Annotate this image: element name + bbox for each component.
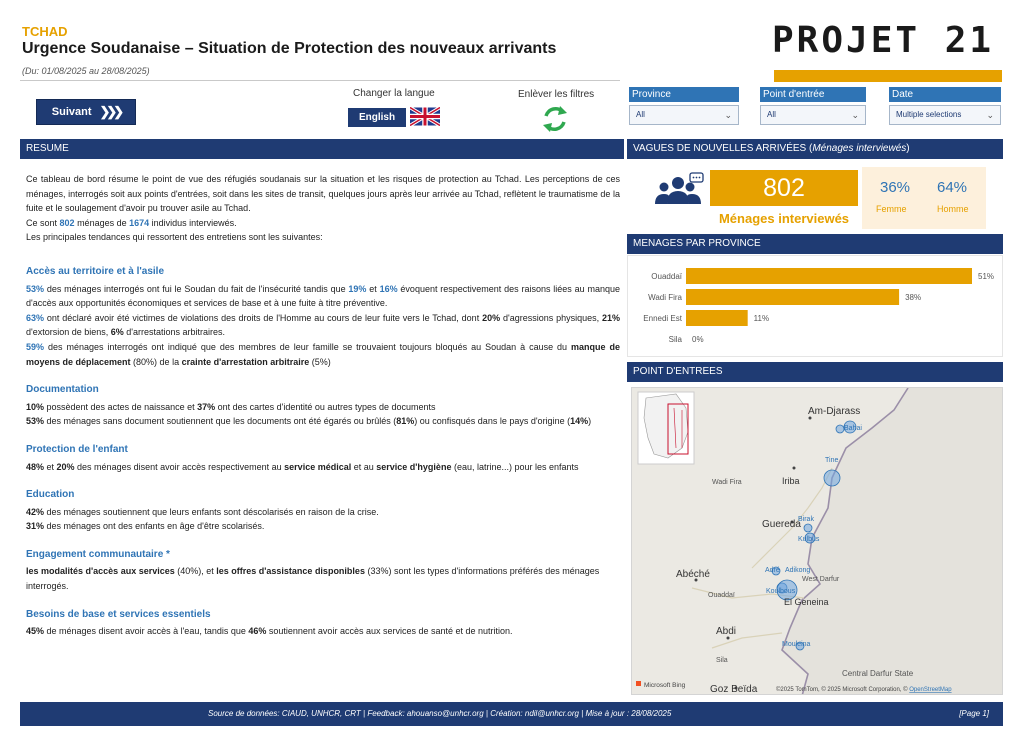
section-title-education: Education — [26, 489, 75, 501]
province-bar[interactable] — [686, 268, 972, 284]
bing-logo: Microsoft Bing — [644, 682, 686, 689]
province-slicer — [629, 87, 739, 125]
female-label: Femme — [876, 204, 907, 214]
province-dropdown-value: All — [636, 110, 645, 119]
header-divider — [20, 80, 620, 81]
map-label-wadi-fira: Wadi Fira — [712, 479, 742, 486]
map-canvas — [632, 388, 1003, 695]
intro-trends: Les principales tendances qui ressortent des entretiens sont les suivantes: — [26, 232, 323, 243]
province-bar[interactable] — [686, 310, 748, 326]
resume-header: RESUME — [20, 139, 624, 159]
province-bar-label: Sila — [668, 335, 682, 344]
map-label-el-geneina: El Geneina — [784, 597, 829, 607]
households-count-label: Ménages interviewés — [718, 211, 850, 226]
access-paragraph-1: 53% des ménages interrogés ont fui le Soudan du fait de l'insécurité tandis que 19% et 16% évoquent respectivement des raisons liées au manque d'accès aux opportunités économiques et services de base et à une fuite à titre préventive. — [26, 283, 620, 309]
map-label-koulbous: Koulbous — [766, 588, 796, 595]
section-title-basic-needs: Besoins de base et services essentiels — [26, 608, 211, 620]
chevron-down-icon: ⌄ — [986, 110, 994, 120]
map-label-west-darfur: West Darfur — [802, 576, 840, 583]
map-label-sila: Sila — [716, 657, 728, 664]
documentation-paragraph-1: 10% possèdent des actes de naissance et 37% ont des cartes d'identité ou autres types de documents — [26, 401, 436, 412]
remove-filters-label: Enlèver les filtres — [518, 89, 595, 100]
section-title-community: Engagement communautaire * — [26, 548, 170, 560]
people-chat-icon — [652, 172, 704, 206]
map-label-tine: Tine — [825, 457, 839, 464]
entry-point-slicer-label: Point d'entrée — [760, 87, 866, 102]
intro-counts: Ce sont 802 ménages de 1674 individus interviewés. — [26, 217, 237, 228]
resume-text — [26, 172, 620, 639]
access-paragraph-2: 63% ont déclaré avoir été victimes de violations des droits de l'Homme au cours de leur fuite vers le Tchad, dont 20% d'agressions physiques, 21% d'extorsion de biens, 6% d'arrestations arbitraires. — [26, 312, 620, 338]
projet21-logo: PROJET 21 — [772, 20, 995, 61]
map-label-bahai: Bahai — [844, 425, 862, 432]
chevron-down-icon: ⌄ — [724, 110, 732, 120]
province-bar[interactable] — [686, 289, 899, 305]
province-slicer-label: Province — [629, 87, 739, 102]
households-count: 802 — [710, 170, 858, 206]
province-bar-label: Ennedi Est — [643, 314, 682, 323]
date-slicer-label: Date — [889, 87, 1001, 102]
section-title-documentation: Documentation — [26, 384, 99, 396]
province-bar-chart — [628, 256, 1004, 358]
date-dropdown-value: Multiple selections — [896, 110, 962, 119]
basic-needs-paragraph: 45% de ménages disent avoir accès à l'eau, tandis que 46% soutiennent avoir accès aux services de santé et de nutrition. — [26, 626, 513, 637]
date-slicer — [889, 87, 1001, 125]
province-bar-value: 11% — [753, 314, 770, 323]
province-bar-label: Ouaddaï — [651, 272, 682, 281]
date-dropdown[interactable] — [889, 105, 1001, 125]
next-button-label: Suivant — [51, 106, 92, 118]
map-label-iriba: Iriba — [782, 476, 800, 486]
logo-accent-bar — [774, 70, 1002, 82]
province-dropdown[interactable] — [629, 105, 739, 125]
chevron-down-icon: ⌄ — [851, 110, 859, 120]
education-paragraph-1: 42% des ménages soutiennent que leurs enfants sont déscolarisés en raison de la crise. — [26, 506, 379, 517]
province-bar-label: Wadi Fira — [648, 293, 682, 302]
map-copyright: ©2025 TomTom, © 2025 Microsoft Corporation, © OpenStreetMap — [776, 687, 952, 693]
entry-points-header: POINT D'ENTREES — [627, 362, 1003, 382]
map-label-am-djarass: Am-Djarass — [808, 406, 861, 417]
map-label-abeche: Abéché — [676, 569, 710, 580]
refresh-icon[interactable] — [540, 104, 570, 134]
entry-point-dropdown[interactable] — [760, 105, 866, 125]
access-paragraph-3: 59% des ménages interrogés ont indiqué que des membres de leur famille se trouvaient toujours bloqués au Soudan à cause du manque de moyens de déplacement (80%) de la crainte d'arrestation arbitraire (5%) — [26, 341, 621, 367]
map-label-adre: Adré — [765, 567, 780, 574]
female-percent: 36% — [880, 179, 911, 196]
education-paragraph-2: 31% des ménages ont des enfants en âge d'être scolarisés. — [26, 521, 265, 532]
country-label: TCHAD — [22, 24, 68, 39]
map-label-kulbus: Kulbus — [798, 536, 820, 543]
entry-point-dropdown-value: All — [767, 110, 776, 119]
community-paragraph: les modalités d'accès aux services (40%), et les offres d'assistance disponibles (33%) sont les types d'informations préférés des ménages interrogés. — [26, 566, 600, 592]
households-by-province-chart — [627, 255, 1003, 357]
province-bar-value: 0% — [692, 335, 704, 344]
footer-page-number: [Page 1] — [959, 709, 989, 718]
map-label-birak: Birak — [798, 516, 814, 523]
date-range: (Du: 01/08/2025 au 28/08/2025) — [22, 66, 150, 76]
change-language-label: Changer la langue — [353, 88, 435, 99]
uk-flag-icon[interactable] — [410, 107, 440, 126]
male-label: Homme — [937, 204, 969, 214]
next-button[interactable] — [36, 99, 136, 125]
section-title-access: Accès au territoire et à l'asile — [26, 265, 165, 277]
footer-bar — [20, 702, 1003, 726]
male-percent: 64% — [937, 179, 968, 196]
map-label-goz-beida: Goz Beïda — [710, 684, 758, 695]
province-bar-value: 51% — [978, 272, 995, 281]
entry-points-map[interactable] — [631, 387, 1003, 695]
intro-paragraph: Ce tableau de bord résume le point de vue des réfugiés soudanais sur la situation et les risques de protection au Tchad. Les perceptions de ces ménages, interrogés soit aux points d'entrées, soit dans les sites de transit, quelques jours après leur arrivée au Tchad, reflètent le traumatisme de la fuite et le soulagement d'avoir pu trouver asile au Tchad. — [26, 174, 620, 214]
households-by-province-header: MENAGES PAR PROVINCE — [627, 234, 1003, 254]
province-bar-value: 38% — [905, 293, 922, 302]
documentation-paragraph-2: 53% des ménages sans document soutiennent que les documents ont été égarés ou brûlés (81%) ou confisqués dans le pays d'origine (14%) — [26, 416, 592, 427]
map-label-guereda: Guereda — [762, 519, 801, 530]
arrivals-header: VAGUES DE NOUVELLES ARRIVÉES (Ménages interviewés) — [627, 139, 1003, 159]
footer-sources: Source de données: CIAUD, UNHCR, CRT | Feedback: ahouanso@unhcr.org | Création: ndil@unhcr.org | Mise à jour : 28/08/2025 — [208, 709, 672, 718]
map-label-mouleina: Mouleina — [782, 641, 811, 648]
section-title-child-protection: Protection de l'enfant — [26, 443, 128, 455]
gender-breakdown — [862, 167, 986, 229]
page-title: Urgence Soudanaise – Situation de Protection des nouveaux arrivants — [22, 40, 557, 57]
entry-point-slicer — [760, 87, 866, 125]
map-label-central-darfur: Central Darfur State — [842, 669, 914, 678]
child-protection-paragraph: 48% et 20% des ménages disent avoir accès respectivement au service médical et au service d'hygiène (eau, latrine...) pour les enfants — [26, 461, 579, 472]
english-language-button[interactable]: English — [348, 108, 406, 127]
map-label-ouaddai: Ouaddaï — [708, 592, 735, 599]
map-label-adikong: Adikong — [785, 567, 811, 574]
double-chevron-right-icon: ❯❯❯ — [99, 104, 121, 119]
map-label-abdi: Abdi — [716, 626, 737, 637]
